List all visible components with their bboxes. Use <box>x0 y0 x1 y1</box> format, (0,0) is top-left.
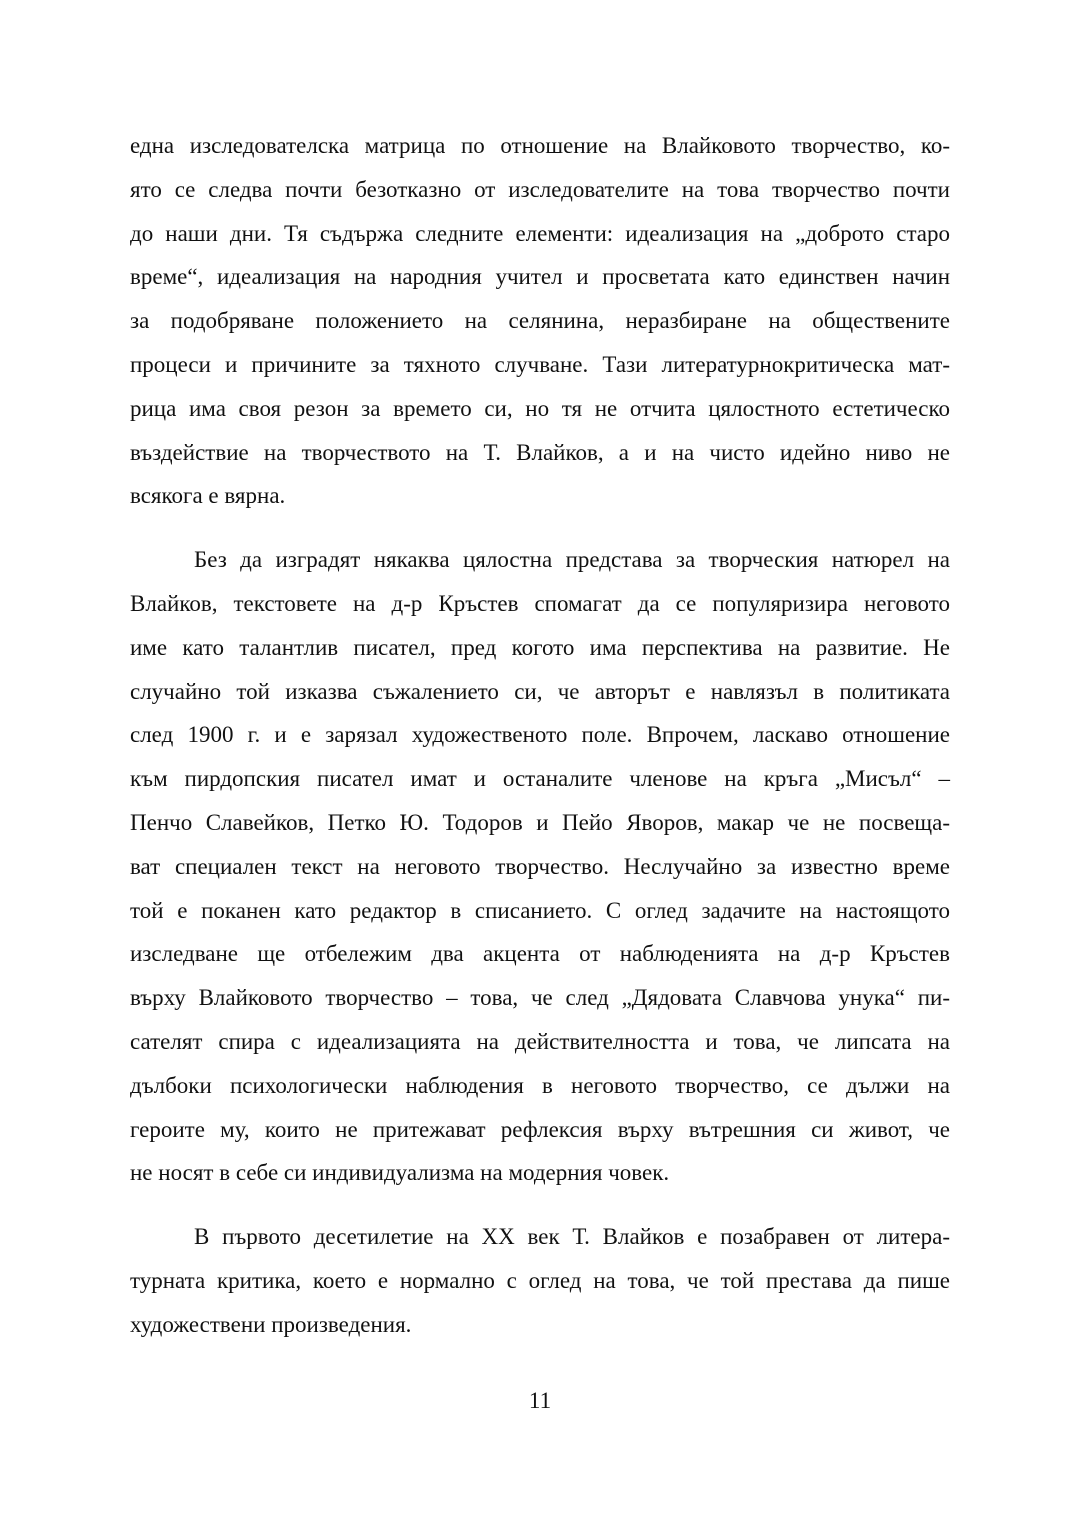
page-number: 11 <box>528 1388 552 1413</box>
text-line: една изследователска матрица по отношение на Влайковото творчество, ко- <box>130 133 950 158</box>
text-line: не носят в себе си индивидуализма на модерния човек. <box>130 1160 670 1186</box>
text-line: В първото десетилетие на XX век Т. Влайков е позабравен от литера- <box>194 1224 950 1250</box>
text-line: въздействие на творчеството на Т. Влайков, а и на чисто идейно ниво не <box>130 439 950 465</box>
text-line: той е поканен като редактор в списанието. С оглед задачите на настоящото <box>130 897 950 923</box>
text-line: име като талантлив писател, пред когото има перспектива на развитие. Не <box>130 634 950 660</box>
text-line: дълбоки психологически наблюдения в неговото творчество, се дължи на <box>130 1072 950 1098</box>
text-line: ято се следва почти безотказно от изследователите на това творчество почти <box>130 176 950 202</box>
text-line: за подобряване положението на селянина, неразбиране на обществените <box>130 308 950 334</box>
text-line: всякога е вярна. <box>130 483 286 509</box>
page-body <box>130 124 950 1347</box>
text-line: изследване ще отбележим два акцента от наблюденията на д-р Кръстев <box>130 941 950 967</box>
text-line: ват специален текст на неговото творчество. Неслучайно за известно време <box>130 853 950 879</box>
text-line: сателят спира с идеализацията на действителността и това, че липсата на <box>130 1028 950 1054</box>
paragraph-1 <box>130 124 950 518</box>
text-line: процеси и причините за тяхното случване. Тази литературнокритическа мат- <box>130 351 950 377</box>
text-line: турната критика, което е нормално с оглед на това, че той престава да пише <box>130 1267 950 1293</box>
paragraph-3 <box>130 1215 950 1346</box>
text-line: време“, идеализация на народния учител и просветата като единствен начин <box>130 264 950 290</box>
paragraph-2 <box>130 538 950 1195</box>
text-line: към пирдопския писател имат и останалите членове на кръга „Мисъл“ – <box>130 766 950 792</box>
text-line: Влайков, текстовете на д-р Кръстев спомагат да се популяризира неговото <box>130 590 950 616</box>
text-line: случайно той изказва съжалението си, че авторът е навлязъл в политиката <box>130 678 950 704</box>
text-line: Без да изградят някаква цялостна представа за творческия натюрел на <box>194 547 950 573</box>
text-line: до наши дни. Тя съдържа следните елементи: идеализация на „доброто старо <box>130 220 950 246</box>
text-line: Пенчо Славейков, Петко Ю. Тодоров и Пейо Яворов, макар че не посвеща- <box>130 809 950 835</box>
text-line: художествени произведения. <box>130 1311 412 1337</box>
text-line: героите му, които не притежават рефлексия върху вътрешния си живот, че <box>130 1116 950 1142</box>
text-line: рица има своя резон за времето си, но тя не отчита цялостното естетическо <box>130 395 950 421</box>
text-line: върху Влайковото творчество – това, че след „Дядовата Славчова унука“ пи- <box>130 985 950 1011</box>
text-line: след 1900 г. и е зарязал художественото поле. Впрочем, ласкаво отношение <box>130 722 950 748</box>
